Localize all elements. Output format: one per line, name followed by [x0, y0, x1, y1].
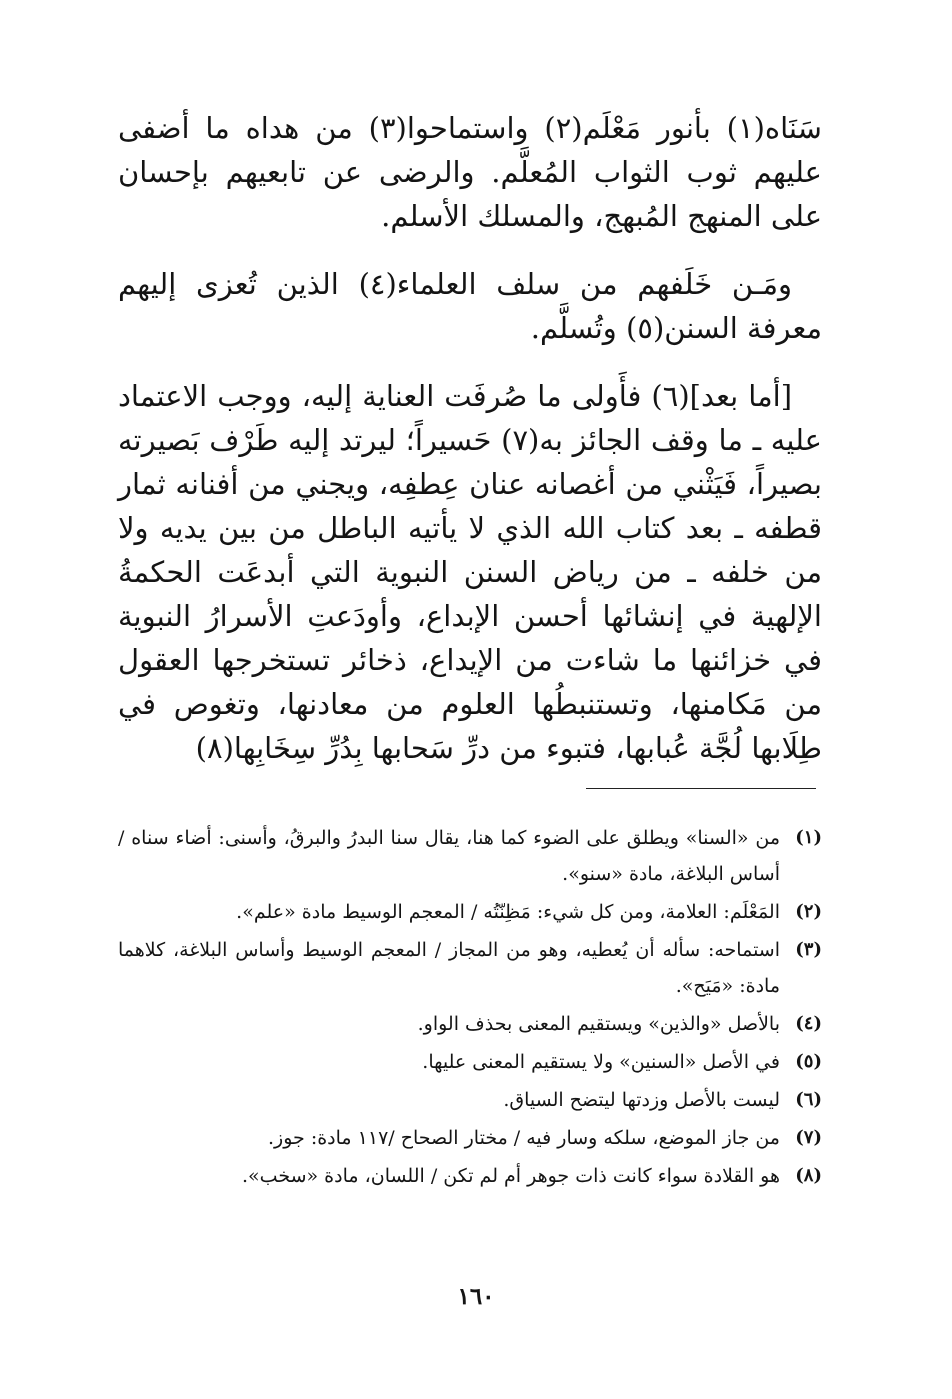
footnote-number: (٥)	[795, 1051, 822, 1072]
footnote-number: (٦)	[795, 1089, 822, 1110]
footnote-text: المَعْلَم: العلامة، ومن كل شيء: مَظِنّتُه / المعجم الوسيط مادة «علم».	[236, 901, 780, 923]
footnote-text: استماحه: سأله أن يُعطيه، وهو من المجاز / المعجم الوسيط وأساس البلاغة، كلاهما مادة: «مَيَح».	[118, 939, 780, 997]
footnote-item	[118, 1006, 822, 1042]
footnote-item	[118, 894, 822, 930]
footnote-number: (١)	[795, 827, 822, 848]
paragraph-1: سَنَاه(١) بأنور مَعْلَم(٢) واستماحوا(٣) من هداه ما أضفى عليهم ثوب الثواب المُعلَّم. والرضى عن تابعيهم بإحسان على المنهج المُبهج، والمسلك الأسلم.	[118, 111, 822, 233]
footnotes-list	[118, 820, 822, 1196]
footnote-number: (٢)	[795, 901, 822, 922]
footnote-separator	[586, 788, 816, 789]
footnote-number: (٧)	[795, 1127, 822, 1148]
footnote-item	[118, 932, 822, 1004]
footnote-number: (٣)	[795, 939, 822, 960]
paragraph-2: ومَـن خَلَفهم من سلف العلماء(٤) الذين تُعزى إليهم معرفة السنن(٥) وتُسلَّم.	[118, 267, 822, 345]
footnote-text: في الأصل «السنين» ولا يستقيم المعنى عليها.	[422, 1051, 780, 1073]
main-text	[118, 106, 822, 794]
footnote-item	[118, 1120, 822, 1156]
footnote-text: هو القلادة سواء كانت ذات جوهر أم لم تكن / اللسان، مادة «سخب».	[242, 1165, 780, 1187]
footnote-number: (٤)	[795, 1013, 822, 1034]
footnote-item	[118, 1158, 822, 1194]
paragraph-3: [أما بعد](٦) فأَولى ما صُرفَت العناية إليه، ووجب الاعتماد عليه ـ ما وقف الجائز به(٧) حَسيراً؛ ليرتد إليه طَرْف بَصيرته بصيراً، فَيَثْني من أغصانه عنان عِطفِه، ويجني من أفنانه ثمار قطفه ـ بعد كتاب الله الذي لا يأتيه الباطل من بين يديه ولا من خلفه ـ من رياض السنن النبوية التي أبدعَت الحكمةُ الإلهية في إنشائها أحسن الإبداع، وأودَعتِ الأسرارُ النبوية في خزائنها ما شاءت من الإيداع، ذخائر تستخرجها العقول من مَكامنها، وتستنبطُها العلوم من معادنها، وتغوص في طِلَابها لُجَّة عُبابها، فتبوء من درِّ سَحابها بِدُرِّ سِخَابِها(٨)	[118, 379, 822, 765]
footnote-text: من «السنا» ويطلق على الضوء كما هنا، يقال سنا البدرُ والبرقُ، وأسنى: أضاء سناه / أساس البلاغة، مادة «سنو».	[118, 827, 780, 885]
footnote-text: بالأصل «والذين» ويستقيم المعنى بحذف الواو.	[417, 1013, 780, 1035]
footnote-text: ليست بالأصل وزدتها ليتضح السياق.	[503, 1089, 780, 1111]
footnote-item	[118, 820, 822, 892]
footnote-text: من جاز الموضع، سلكه وسار فيه / مختار الصحاح /١١٧ مادة: جوز.	[268, 1127, 780, 1149]
footnote-item	[118, 1044, 822, 1080]
footnote-item	[118, 1082, 822, 1118]
footnote-number: (٨)	[795, 1165, 822, 1186]
page-number: ١٦٠	[457, 1283, 495, 1310]
